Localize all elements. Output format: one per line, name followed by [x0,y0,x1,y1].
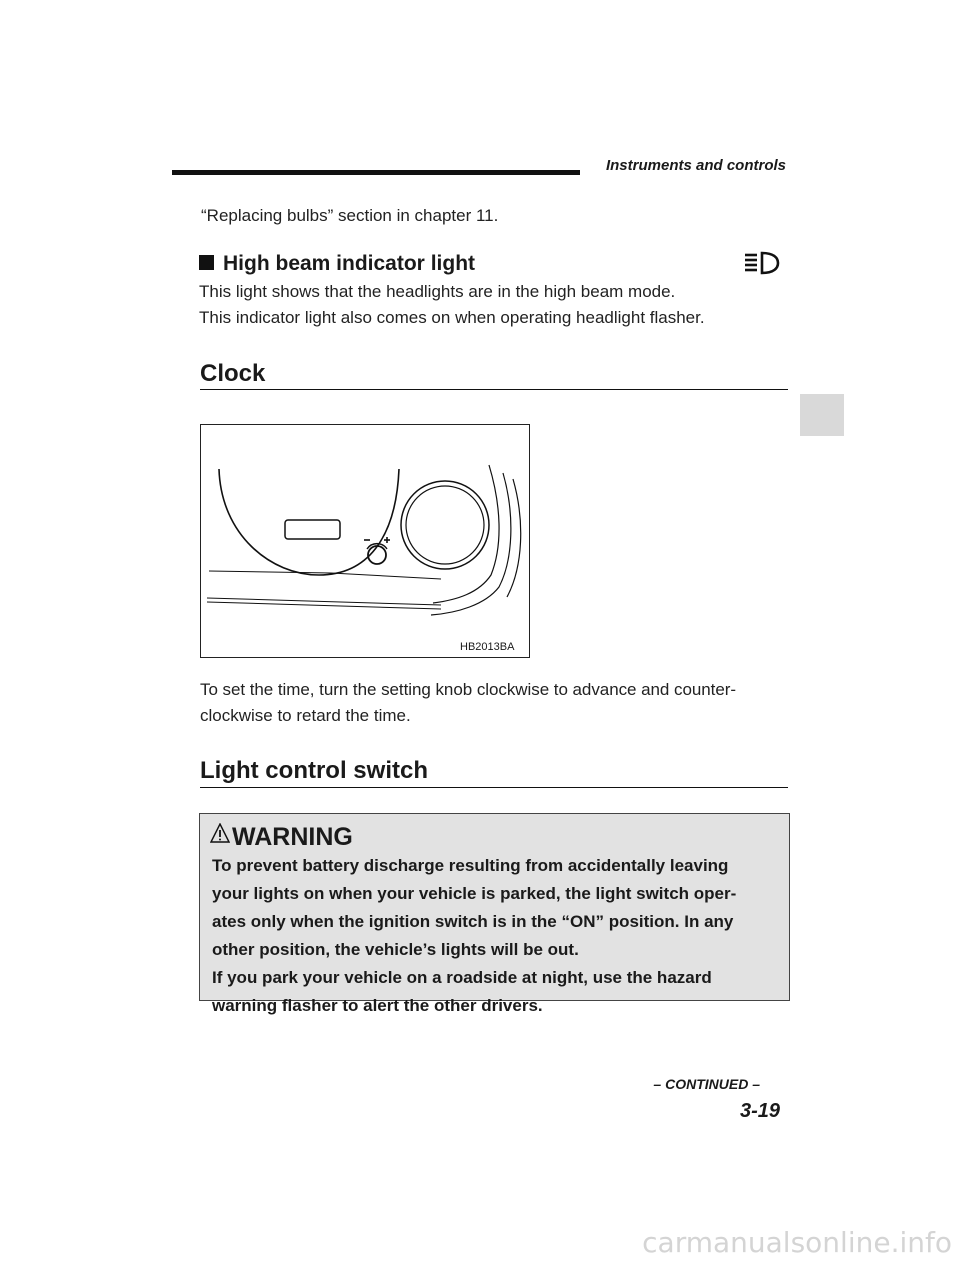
clock-figure [200,424,530,658]
warning-line: your lights on when your vehicle is parked, the light switch oper- [212,884,737,903]
warning-title: WARNING [232,823,353,851]
warning-triangle-icon [210,823,230,843]
warning-line: If you park your vehicle on a roadside at night, use the hazard [212,968,712,987]
header-rule [172,170,580,175]
chapter-tab [800,394,844,436]
square-bullet-icon [199,255,214,270]
clock-heading: Clock [200,360,266,387]
page-header-title: Instruments and controls [605,157,786,174]
watermark: carmanualsonline.info [642,1226,952,1259]
high-beam-icon [742,250,782,276]
dashboard-clock-drawing [201,425,529,657]
high-beam-text-1: This light shows that the headlights are in the high beam mode. [199,282,676,301]
warning-line: other position, the vehicle’s lights will be out. [212,940,579,959]
page-number: 3-19 [739,1100,780,1122]
warning-text [212,852,778,1020]
high-beam-heading [199,252,475,276]
clock-text-1: To set the time, turn the setting knob clockwise to advance and counter- [200,680,736,699]
light-switch-heading: Light control switch [200,757,428,784]
warning-line: warning flasher to alert the other drivers. [212,996,543,1015]
continued-label: – CONTINUED – [653,1076,760,1092]
light-switch-heading-rule [200,787,788,788]
warning-line: To prevent battery discharge resulting from accidentally leaving [212,856,729,875]
figure-code-label: HB2013BA [460,641,515,653]
high-beam-title: High beam indicator light [223,252,476,275]
high-beam-text-2: This indicator light also comes on when operating headlight flasher. [199,308,705,327]
clock-heading-rule [200,389,788,390]
warning-line: ates only when the ignition switch is in the “ON” position. In any [212,912,734,931]
clock-text-2: clockwise to retard the time. [200,706,411,725]
intro-text: “Replacing bulbs” section in chapter 11. [201,206,499,225]
